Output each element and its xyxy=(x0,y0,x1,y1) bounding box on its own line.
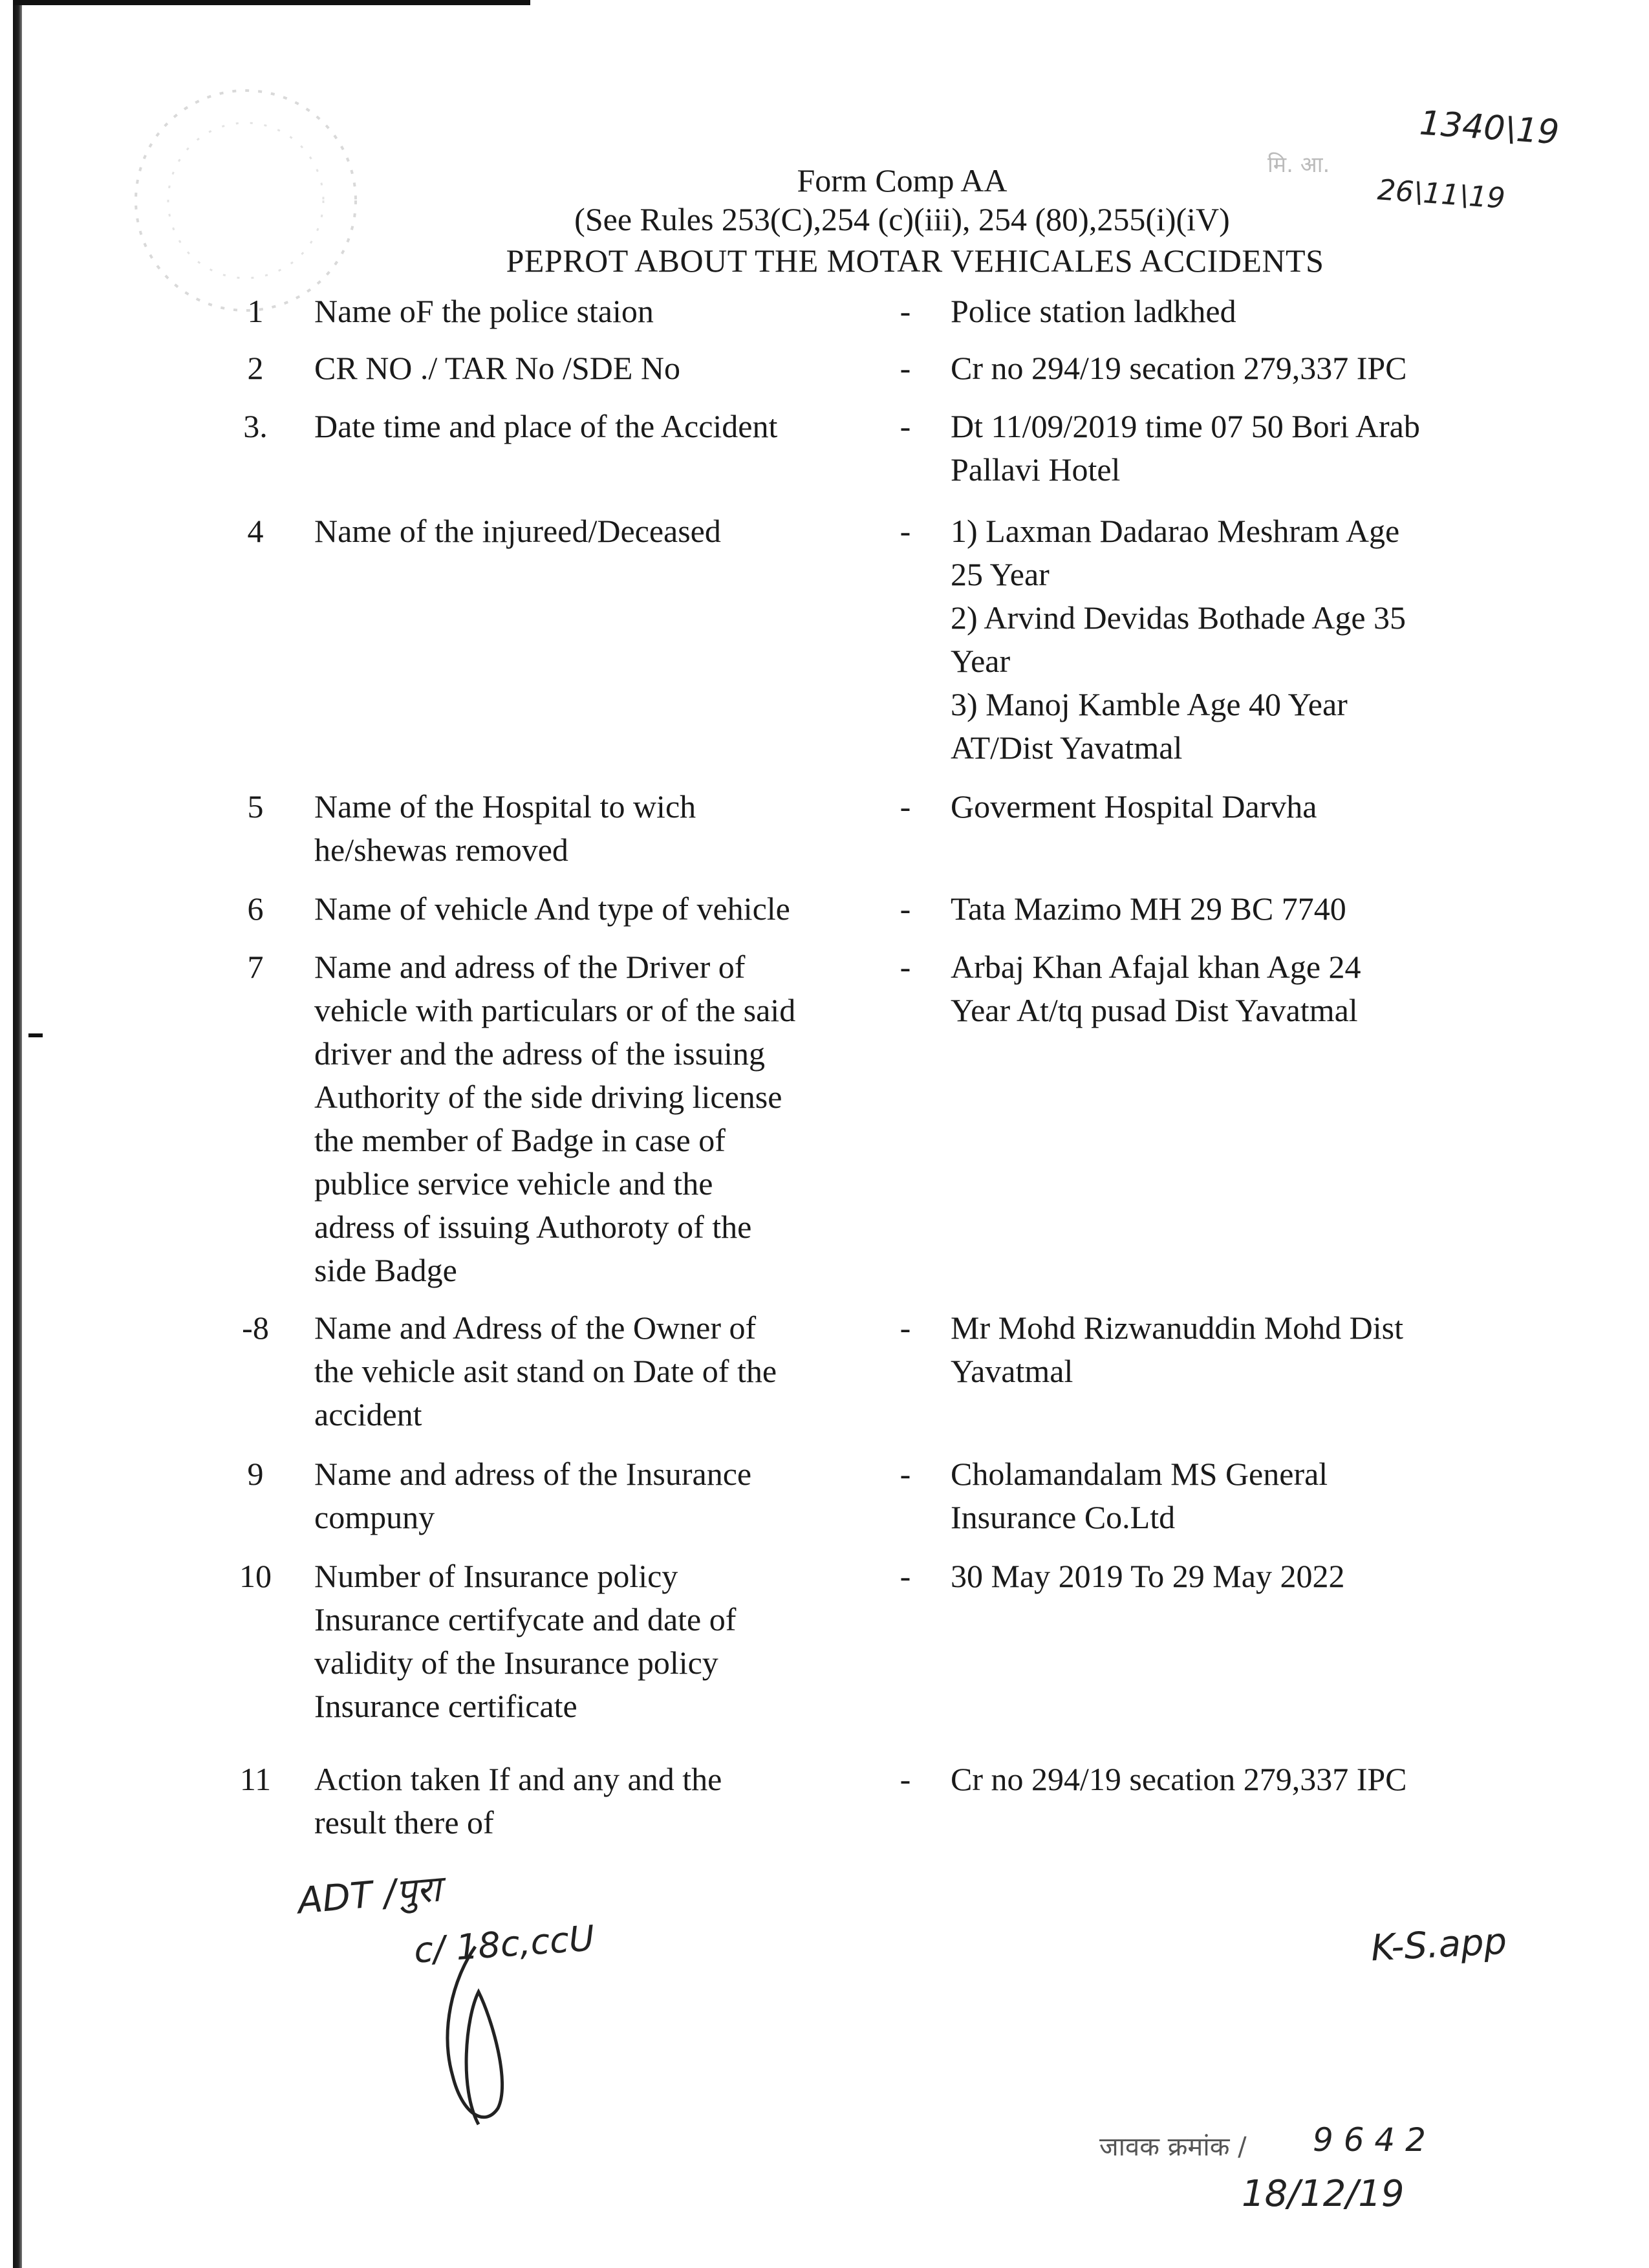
row-number: 9 xyxy=(247,1456,264,1492)
form-title: Form Comp AA xyxy=(797,162,1008,199)
handwritten-signature-right: K-S.app xyxy=(1370,1920,1508,1970)
outward-number-label: जावक क्रमांक / xyxy=(1099,2132,1247,2162)
row-value xyxy=(951,510,1546,770)
outward-date: 18/12/19 xyxy=(1242,2173,1405,2215)
row-number: 5 xyxy=(247,788,264,825)
row-label-line: Authority of the side driving license xyxy=(314,1079,782,1115)
row-label-line: Name of the injureed/Deceased xyxy=(314,513,721,549)
row-number: -8 xyxy=(242,1310,269,1346)
row-value xyxy=(951,1453,1546,1539)
form-rules: (See Rules 253(C),254 (c)(iii), 254 (80),255(i)(iV) xyxy=(574,201,1230,237)
row-label-line: Insurance certificate xyxy=(314,1688,577,1724)
row-label xyxy=(314,1453,890,1539)
row-value-line: Insurance Co.Ltd xyxy=(951,1499,1176,1535)
handwritten-note-line-1: ADT /पुरा xyxy=(296,1868,443,1923)
row-value xyxy=(951,347,1546,390)
row-number: 7 xyxy=(247,949,264,985)
row-value-line: Cr no 294/19 secation 279,337 IPC xyxy=(951,350,1407,386)
row-value xyxy=(951,1555,1546,1598)
row-label-line: Name oF the police staion xyxy=(314,293,654,329)
row-value xyxy=(951,1758,1546,1801)
row-value-line: 1) Laxman Dadarao Meshram Age xyxy=(951,513,1400,549)
row-label xyxy=(314,510,890,553)
row-label-line: publice service vehicle and the xyxy=(314,1165,713,1202)
row-value xyxy=(951,290,1546,333)
row-separator: - xyxy=(900,1558,911,1594)
row-separator: - xyxy=(900,513,911,549)
row-label xyxy=(314,785,890,872)
row-separator: - xyxy=(900,1310,911,1346)
row-label xyxy=(314,887,890,931)
row-label-line: the member of Badge in case of xyxy=(314,1122,726,1158)
row-number: 2 xyxy=(247,350,264,386)
outward-number-value: 9 6 4 2 xyxy=(1313,2121,1426,2159)
row-value-line: 3) Manoj Kamble Age 40 Year xyxy=(951,686,1348,722)
row-value-line: Dt 11/09/2019 time 07 50 Bori Arab xyxy=(951,408,1420,444)
row-label-line: Name and adress of the Insurance xyxy=(314,1456,752,1492)
row-label xyxy=(314,405,890,448)
row-value xyxy=(951,945,1546,1032)
row-number: 3. xyxy=(243,408,268,444)
row-value-line: Cr no 294/19 secation 279,337 IPC xyxy=(951,1761,1407,1797)
row-label xyxy=(314,347,890,390)
row-value-line: 25 Year xyxy=(951,556,1050,592)
row-number: 10 xyxy=(239,1558,272,1594)
row-label-line: Name and adress of the Driver of xyxy=(314,949,746,985)
row-value-line: Tata Mazimo MH 29 BC 7740 xyxy=(951,891,1346,927)
row-separator: - xyxy=(900,350,911,386)
row-label xyxy=(314,945,890,1292)
row-separator: - xyxy=(900,1456,911,1492)
row-number: 6 xyxy=(247,891,264,927)
faint-stamp-text: मि. आ. xyxy=(1267,152,1330,178)
row-label-line: adress of issuing Authoroty of the xyxy=(314,1209,752,1245)
row-label-line: Name of vehicle And type of vehicle xyxy=(314,891,790,927)
row-label-line: Action taken If and any and the xyxy=(314,1761,722,1797)
handwritten-register-date: 26\11\19 xyxy=(1376,173,1507,215)
row-value xyxy=(951,405,1546,491)
row-value-line: Mr Mohd Rizwanuddin Mohd Dist xyxy=(951,1310,1403,1346)
row-label-line: Name and Adress of the Owner of xyxy=(314,1310,757,1346)
row-label xyxy=(314,1306,890,1436)
handwritten-register-number: 1340\19 xyxy=(1418,103,1560,153)
row-label-line: Number of Insurance policy xyxy=(314,1558,678,1594)
row-separator: - xyxy=(900,1761,911,1797)
row-value-line: Police station ladkhed xyxy=(951,293,1236,329)
row-label-line: result there of xyxy=(314,1804,494,1841)
row-label xyxy=(314,290,890,333)
scan-mark xyxy=(28,1033,43,1037)
row-label-line: accident xyxy=(314,1396,422,1432)
row-label-line: Date time and place of the Accident xyxy=(314,408,778,444)
row-value-line: Arbaj Khan Afajal khan Age 24 xyxy=(951,949,1361,985)
row-label xyxy=(314,1758,890,1844)
row-value-line: 2) Arvind Devidas Bothade Age 35 xyxy=(951,599,1406,636)
row-value-line: Cholamandalam MS General xyxy=(951,1456,1328,1492)
row-label-line: vehicle with particulars or of the said xyxy=(314,992,796,1028)
row-value xyxy=(951,887,1546,931)
row-number: 1 xyxy=(247,293,264,329)
row-label-line: driver and the adress of the issuing xyxy=(314,1035,766,1072)
row-label-line: validity of the Insurance policy xyxy=(314,1645,718,1681)
row-label-line: he/shewas removed xyxy=(314,832,568,868)
scan-edge-left xyxy=(13,0,22,2268)
row-label-line: compuny xyxy=(314,1499,435,1535)
row-separator: - xyxy=(900,788,911,825)
row-label-line: side Badge xyxy=(314,1252,457,1288)
row-value-line: Yavatmal xyxy=(951,1353,1073,1389)
row-value-line: 30 May 2019 To 29 May 2022 xyxy=(951,1558,1345,1594)
row-value-line: Goverment Hospital Darvha xyxy=(951,788,1317,825)
signature-left xyxy=(414,1940,543,2134)
row-value-line: Year At/tq pusad Dist Yavatmal xyxy=(951,992,1358,1028)
row-value xyxy=(951,1306,1546,1393)
row-label-line: Name of the Hospital to wich xyxy=(314,788,696,825)
row-number: 4 xyxy=(247,513,264,549)
row-label-line: Insurance certifycate and date of xyxy=(314,1601,737,1637)
row-separator: - xyxy=(900,949,911,985)
row-separator: - xyxy=(900,293,911,329)
row-separator: - xyxy=(900,408,911,444)
row-label xyxy=(314,1555,890,1728)
row-separator: - xyxy=(900,891,911,927)
scan-edge-top xyxy=(13,0,530,5)
row-label-line: the vehicle asit stand on Date of the xyxy=(314,1353,777,1389)
row-value-line: Pallavi Hotel xyxy=(951,451,1121,488)
row-number: 11 xyxy=(239,1761,272,1797)
row-value-line: Year xyxy=(951,643,1011,679)
form-heading: PEPROT ABOUT THE MOTAR VEHICALES ACCIDENTS xyxy=(506,243,1324,279)
row-value xyxy=(951,785,1546,828)
row-value-line: AT/Dist Yavatmal xyxy=(951,729,1183,766)
row-label-line: CR NO ./ TAR No /SDE No xyxy=(314,350,680,386)
handwritten-note-line-2: c/ 18c,ccU xyxy=(413,1917,596,1971)
